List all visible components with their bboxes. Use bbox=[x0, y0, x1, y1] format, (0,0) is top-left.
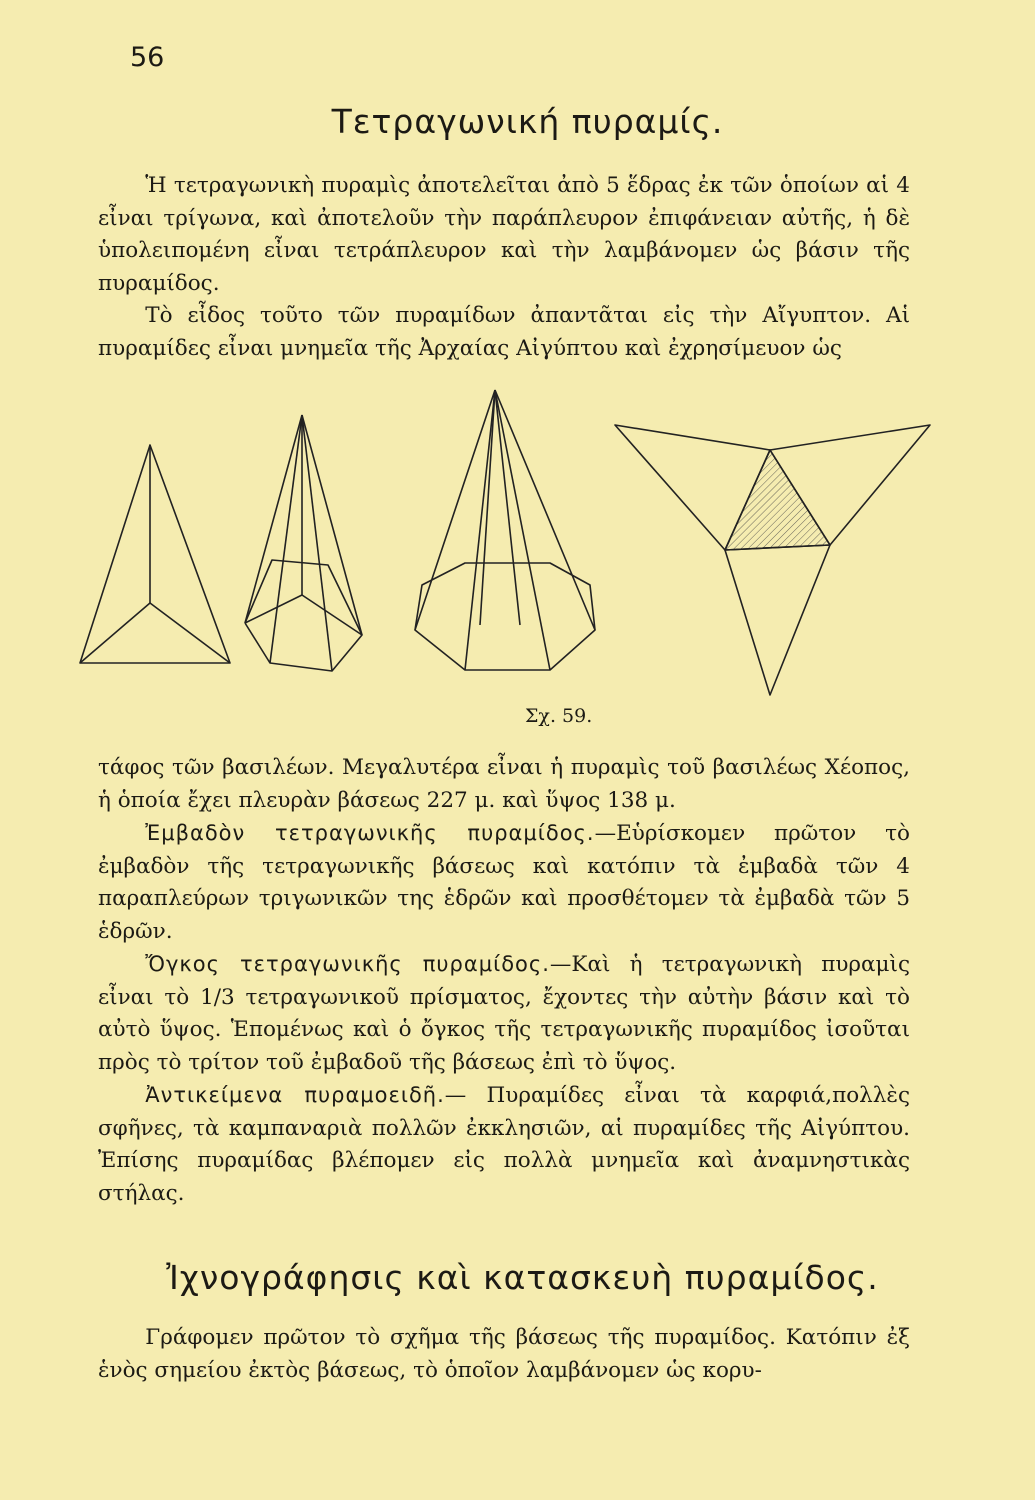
construction-text bbox=[98, 1322, 910, 1387]
triangular-pyramid-drawing bbox=[80, 445, 230, 663]
section-text-volume: —Καὶ ἡ τετραγωνικὴ πυραμὶς εἶναι τὸ 1/3 τετραγωνικοῦ πρίσματος, ἔχοντες τὴν αὐτὴν βάσιν καὶ τὸ αὐτὸ ὕψος. Ἑπομένως καὶ ὁ ὄγκος τῆς τετραγωνικῆς πυραμίδος ἰσοῦται πρὸς τὸ τρίτον τοῦ ἐμβαδοῦ τῆς βάσεως ἐπὶ τὸ ὕψος. bbox=[98, 952, 910, 1075]
figure-caption: Σχ. 59. bbox=[525, 705, 593, 727]
continuation-paragraph: τάφος τῶν βασιλέων. Μεγαλυτέρα εἶναι ἡ πυραμὶς τοῦ βασιλέως Χέοπος, ἡ ὁποία ἔχει πλευρὰν βάσεως 227 μ. καὶ ὕψος 138 μ. bbox=[98, 755, 910, 813]
section-volume bbox=[98, 948, 910, 1079]
page-number: 56 bbox=[130, 42, 165, 73]
intro-text bbox=[98, 170, 910, 365]
page-title: Τετραγωνική πυραμίς. bbox=[331, 102, 724, 141]
hexagonal-pyramid-drawing bbox=[415, 390, 595, 670]
section-heading-volume: Ὄγκος τετραγωνικῆς πυραμίδος. bbox=[145, 952, 550, 976]
section-title-construction: Ἰχνογράφησις καὶ κατασκευὴ πυραμίδος. bbox=[166, 1258, 879, 1297]
section-text-objects: — Πυραμίδες εἶναι τὰ καρφιά,πολλὲς σφῆνες, τὰ καμπαναριὰ πολλῶν ἐκκλησιῶν, αἱ πυραμίδες τῆς Αἰγύπτου. Ἐπίσης πυραμίδας βλέπομεν εἰς πολλὰ μνημεῖα καὶ ἀναμνηστικὰς στήλας. bbox=[98, 1083, 911, 1206]
intro-paragraph-1: Ἡ τετραγωνικὴ πυραμὶς ἀποτελεῖται ἀπὸ 5 ἕδρας ἐκ τῶν ὁποίων αἱ 4 εἶναι τρίγωνα, καὶ ἀποτελοῦν τὴν παράπλευρον ἐπιφάνειαν αὐτῆς, ἡ δὲ ὑπολειπομένη εἶναι τετράπλευρον καὶ τὴν λαμβάνομεν ὡς βάσιν τῆς πυραμίδος. bbox=[98, 173, 910, 296]
section-heading-area: Ἐμβαδὸν τετραγωνικῆς πυραμίδος. bbox=[145, 821, 595, 845]
pyramids-figure bbox=[70, 385, 950, 735]
body-text bbox=[98, 752, 910, 1210]
section-heading-objects: Ἀντικείμενα πυραμοειδῆ. bbox=[145, 1083, 445, 1107]
pentagonal-pyramid-drawing bbox=[245, 415, 362, 671]
section-objects bbox=[98, 1079, 910, 1210]
construction-paragraph: Γράφομεν πρῶτον τὸ σχῆμα τῆς βάσεως τῆς πυραμίδος. Κατόπιν ἐξ ἑνὸς σημείου ἐκτὸς βάσεως, τὸ ὁποῖον λαμβάνομεν ὡς κορυ- bbox=[98, 1325, 910, 1383]
intro-paragraph-2: Τὸ εἶδος τοῦτο τῶν πυραμίδων ἀπαντᾶται εἰς τὴν Αἴγυπτον. Αἱ πυραμίδες εἶναι μνημεῖα τῆς Ἀρχαίας Αἰγύπτου καὶ ἐχρησίμευον ὡς bbox=[98, 303, 910, 361]
section-area bbox=[98, 817, 910, 948]
pyramid-net-drawing bbox=[615, 425, 930, 695]
section-text-area: —Εὑρίσκομεν πρῶτον τὸ ἐμβαδὸν τῆς τετραγωνικῆς βάσεως καὶ κατόπιν τὰ ἐμβαδὰ τῶν 4 παραπλεύρων τριγωνικῶν της ἑδρῶν καὶ προσθέτομεν τὰ ἐμβαδὰ τῶν 5 ἑδρῶν. bbox=[98, 821, 910, 944]
